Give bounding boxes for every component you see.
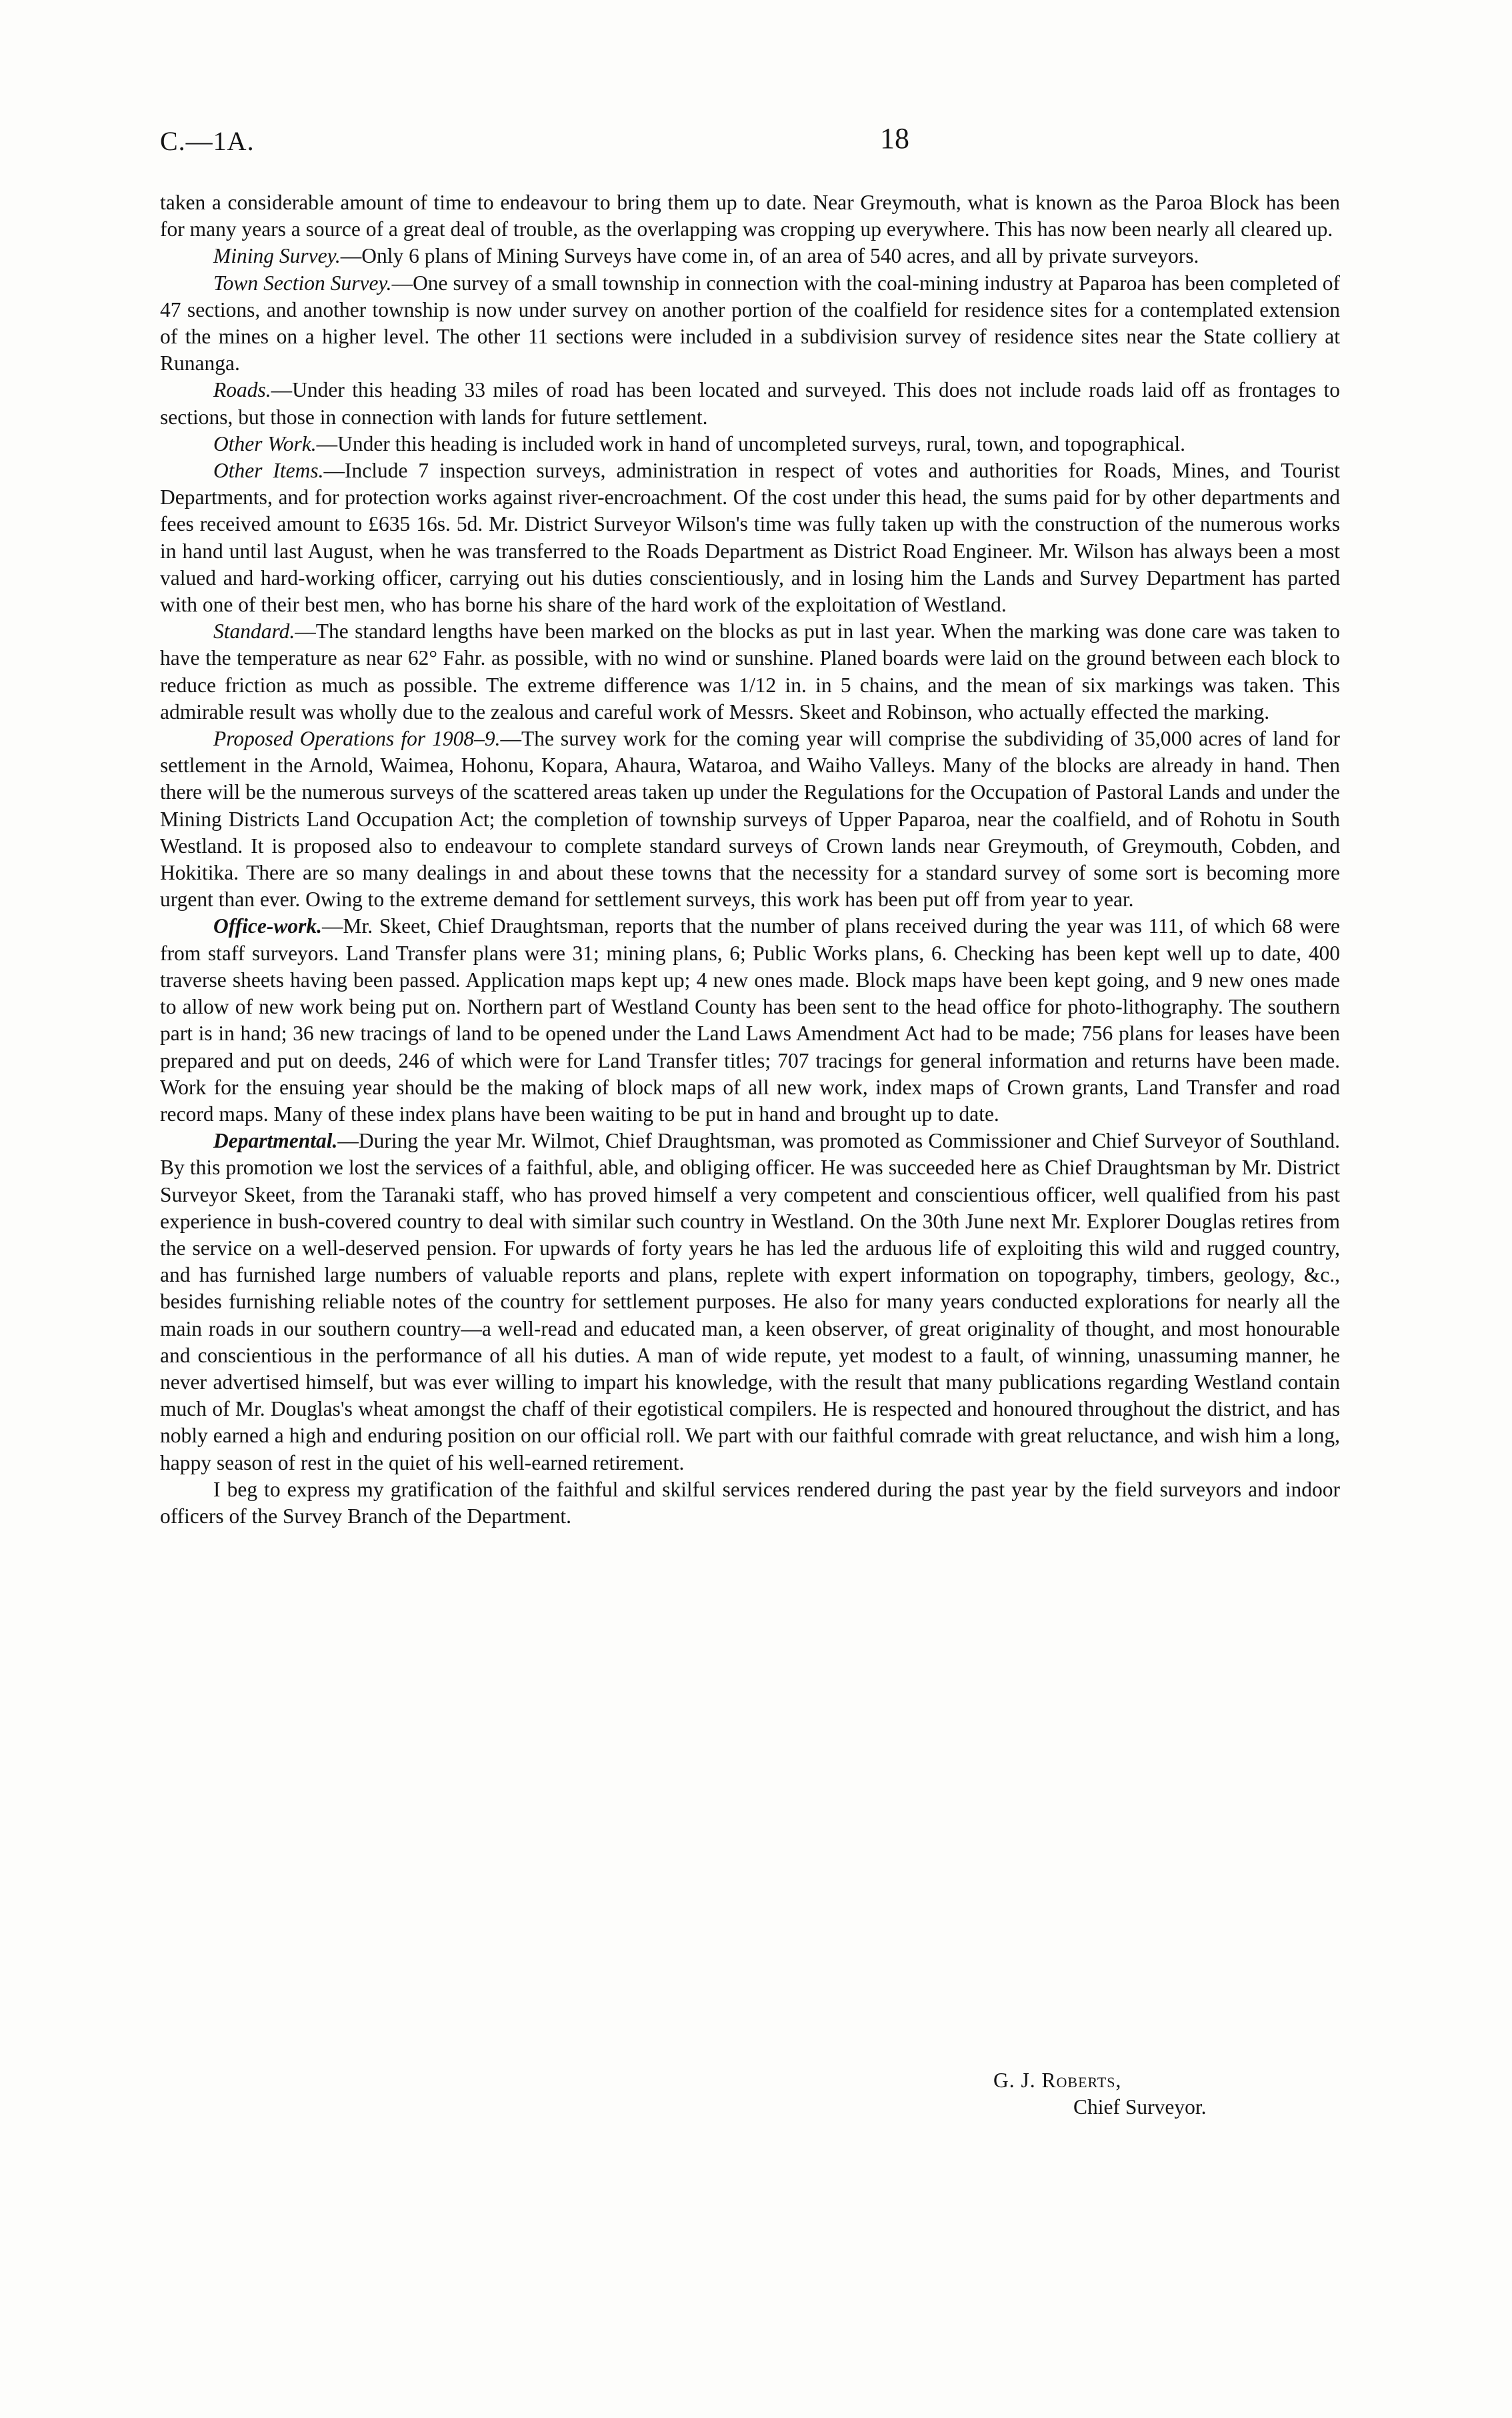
signature-block — [993, 2067, 1340, 2121]
paragraph-heading: Roads. — [213, 378, 271, 402]
document-reference: C.—1A. — [160, 126, 255, 156]
signatory-title: Chief Surveyor. — [1073, 2095, 1207, 2119]
paragraph — [160, 913, 1340, 1128]
paragraph — [160, 189, 1340, 243]
report-body — [160, 189, 1340, 1530]
paragraph-text: —Under this heading is included work in hand of uncompleted surveys, rural, town, and topographical. — [316, 431, 1186, 455]
paragraph-text: —Include 7 inspection surveys, administration in respect of votes and authorities for Roads, Mines, and Tourist Departments, and for protection works against river-encroachment. Of the cost under this head, the sums paid for by other departments and fees received amount to £635 16s. 5d. Mr. District Surveyor Wilson's time was fully taken up with the construction of the numerous works in hand until last August, when he was transferred to the Roads Department as District Road Engineer. Mr. Wilson has always been a most valued and hard-working officer, carrying out his duties conscientiously, and in losing him the Lands and Survey Department has parted with one of their best men, who has borne his share of the hard work of the exploitation of Westland. — [160, 459, 1340, 617]
paragraph — [160, 1476, 1340, 1530]
paragraph-text: —Mr. Skeet, Chief Draughtsman, reports that the number of plans received during the year was 111, of which 68 were from staff surveyors. Land Transfer plans were 31; mining plans, 6; Public Works plans, 6. Checking has been kept well up to date, 400 traverse sheets having been passed. Application maps kept up; 4 new ones made. Block maps have been kept going, and 9 new ones made to allow of new work being put on. Northern part of Westland County has been sent to the head office for photo-lithography. The southern part is in hand; 36 new tracings of land to be opened under the Land Laws Amendment Act had to be made; 756 plans for leases have been prepared and put on deeds, 246 of which were for Land Transfer titles; 707 tracings for general information and returns have been made. Work for the ensuing year should be the making of block maps of all new work, index maps of Crown grants, Land Transfer and road record maps. Many of these index plans have been waiting to be put in hand and brought up to date. — [160, 914, 1340, 1126]
paragraph-text: —During the year Mr. Wilmot, Chief Draughtsman, was promoted as Commissioner and Chief Surveyor of Southland. By this promotion we lost the services of a faithful, able, and obliging officer. He was succeeded here as Chief Draughtsman by Mr. District Surveyor Skeet, from the Taranaki staff, who has proved himself a very competent and conscientious officer, well qualified from his past experience in bush-covered country to deal with similar such country in Westland. On the 30th June next Mr. Explorer Douglas retires from the service on a well-deserved pension. For upwards of forty years he has led the arduous life of exploiting this wild and rugged country, and has furnished large numbers of valuable reports and plans, replete with expert information on topography, timbers, geology, &c., besides furnishing reliable notes of the country for settlement purposes. He also for many years conducted explorations for nearly all the main roads in our southern country—a well-read and educated man, a keen observer, of great originality of thought, and most honourable and conscientious in the performance of all his duties. A man of wide repute, yet modest to a fault, of winning, unassuming manner, he never advertised himself, but was ever willing to impart his knowledge, with the result that many publications regarding Westland contain much of Mr. Douglas's wheat amongst the chaff of their egotistical compilers. He is respected and honoured throughout the district, and has nobly earned a high and enduring position on our official roll. We part with our faithful comrade with great reluctance, and wish him a long, happy season of rest in the quiet of his well-earned retirement. — [160, 1129, 1340, 1474]
paragraph-text: —One survey of a small township in connection with the coal-mining industry at Paparoa has been completed of 47 sections, and another township is now under survey on another portion of the coalfield for residence sites for a contemplated extension of the mines on a higher level. The other 11 sections were included in a subdivision survey of residence sites near the State colliery at Runanga. — [160, 271, 1341, 375]
paragraph — [160, 1128, 1340, 1476]
paragraph-heading: Town Section Survey. — [213, 271, 392, 295]
page-number: 18 — [880, 122, 909, 155]
paragraph-heading: Departmental. — [213, 1129, 338, 1153]
paragraph-heading: Mining Survey. — [213, 244, 341, 268]
paragraph-heading: Proposed Operations for 1908–9. — [213, 727, 501, 751]
paragraph-text: I beg to express my gratification of the faithful and skilful services rendered during the past year by the field surveyors and indoor officers of the Survey Branch of the Department. — [160, 1477, 1340, 1528]
paragraph-heading: Other Work. — [213, 431, 317, 455]
paragraph — [160, 618, 1340, 726]
paragraph-text: taken a considerable amount of time to endeavour to bring them up to date. Near Greymouth, what is known as the Paroa Block has been for many years a source of a great deal of trouble, as the overlapping was cropping up everywhere. This has now been nearly all cleared up. — [160, 191, 1340, 241]
paragraph-heading: Office-work. — [213, 914, 323, 938]
paragraph-text: —The survey work for the coming year will comprise the subdividing of 35,000 acres of land for settlement in the Arnold, Waimea, Hohonu, Kopara, Ahaura, Wataroa, and Waiho Valleys. Many of the blocks are already in hand. Then there will be the numerous surveys of the scattered areas taken up under the Regulations for the Occupation of Pastoral Lands and under the Mining Districts Land Occupation Act; the completion of township surveys of Upper Paparoa, near the coalfield, and of Rohotu in South Westland. It is proposed also to endeavour to complete standard surveys of Crown lands near Greymouth, of Greymouth, Cobden, and Hokitika. There are so many dealings in and about these towns that the necessity for a standard survey of some sort is becoming more urgent than ever. Owing to the extreme demand for settlement surveys, this work has been put off from year to year. — [160, 727, 1340, 912]
paragraph-text: —The standard lengths have been marked on the blocks as put in last year. When the marking was done care was taken to have the temperature as near 62° Fahr. as possible, with no wind or sunshine. Planed boards were laid on the ground between each block to reduce friction as much as possible. The extreme difference was 1/12 in. in 5 chains, and the mean of six markings was taken. This admirable result was wholly due to the zealous and careful work of Messrs. Skeet and Robinson, who actually effected the marking. — [160, 620, 1340, 724]
paragraph — [160, 243, 1340, 269]
paragraph — [160, 270, 1340, 377]
paragraph — [160, 431, 1340, 457]
paragraph — [160, 377, 1340, 430]
page-header — [160, 122, 1340, 165]
paragraph — [160, 457, 1340, 618]
signatory-name: G. J. Roberts, — [993, 2069, 1122, 2092]
paragraph-heading: Standard. — [213, 620, 295, 644]
paragraph-text: —Under this heading 33 miles of road has been located and surveyed. This does not include roads laid off as frontages to sections, but those in connection with lands for future settlement. — [160, 378, 1340, 429]
paragraph-heading: Other Items. — [213, 459, 324, 483]
paragraph-text: —Only 6 plans of Mining Surveys have come in, of an area of 540 acres, and all by private surveyors. — [340, 244, 1199, 268]
paragraph — [160, 726, 1340, 913]
